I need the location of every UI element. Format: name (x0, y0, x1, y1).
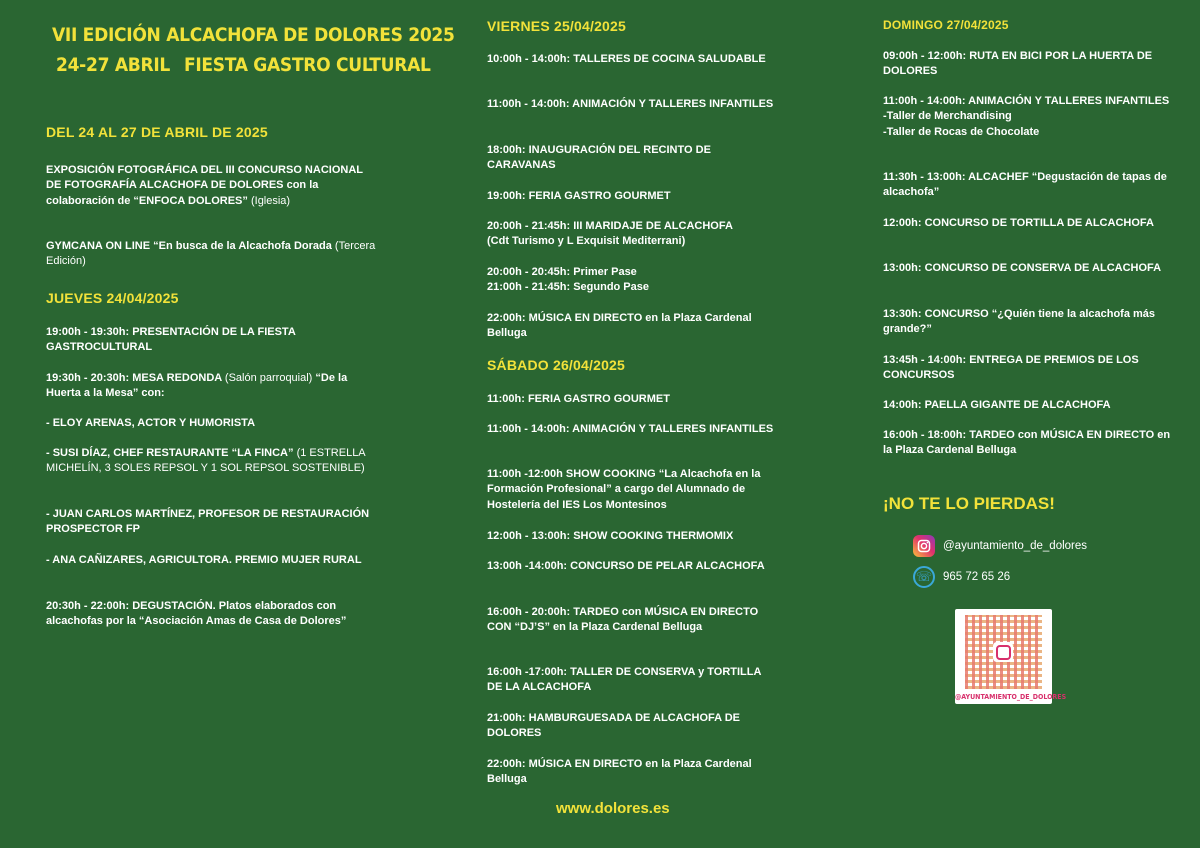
thursday-item: 19:00h - 19:30h: PRESENTACIÓN DE LA FIESTA GASTROCULTURAL (46, 326, 296, 354)
thursday-item: - JUAN CARLOS MARTÍNEZ, PROFESOR DE RESTAURACIÓN PROSPECTOR FP (46, 508, 370, 536)
title-subtitle: FIESTA GASTRO CULTURAL (183, 54, 431, 76)
sunday-item: 16:00h - 18:00h: TARDEO con MÚSICA EN DIRECTO en la Plaza Cardenal Belluga (883, 429, 1171, 457)
period-heading: DEL 24 AL 27 DE ABRIL DE 2025 (46, 124, 268, 140)
saturday-item: 16:00h - 20:00h: TARDEO con MÚSICA EN DIRECTO CON “DJ’S” en la Plaza Cardenal Belluga (487, 606, 759, 634)
friday-item: 20:00h - 21:45h: III MARIDAJE DE ALCACHOFA (487, 220, 733, 232)
qr-code[interactable] (955, 609, 1067, 704)
sunday-subitem: -Taller de Rocas de Chocolate (883, 125, 1040, 138)
thursday-heading: JUEVES 24/04/2025 (46, 290, 179, 306)
friday-heading: VIERNES 25/04/2025 (487, 18, 627, 34)
thursday-item: - ELOY ARENAS, ACTOR Y HUMORISTA (46, 417, 256, 429)
title-line-1: VII EDICIÓN ALCACHOFA DE DOLORES 2025 (52, 24, 455, 46)
friday-item-note: (Cdt Turismo y L Exquisit Mediterrani) (487, 235, 686, 248)
saturday-heading: SÁBADO 26/04/2025 (487, 357, 626, 373)
phone-contact[interactable] (913, 566, 1200, 588)
sunday-item: 13:45h - 14:00h: ENTREGA DE PREMIOS DE LOS CONCURSOS (883, 354, 1139, 382)
saturday-item: 11:00h - 14:00h: ANIMACIÓN Y TALLERES INFANTILES (487, 423, 774, 435)
sunday-item: 12:00h: CONCURSO DE TORTILLA DE ALCACHOFA (883, 217, 1154, 229)
call-to-action: ¡NO TE LO PIERDAS! (883, 494, 1055, 513)
expo-item: EXPOSICIÓN FOTOGRÁFICA DEL III CONCURSO NACIONAL DE FOTOGRAFÍA ALCACHOFA DE DOLORES con la colaboración de “ENFOCA DOLORES” (Iglesia) (46, 164, 363, 207)
saturday-item: 22:00h: MÚSICA EN DIRECTO en la Plaza Cardenal Belluga (487, 758, 752, 786)
friday-item: 11:00h - 14:00h: ANIMACIÓN Y TALLERES INFANTILES (487, 98, 774, 110)
sunday-item: 14:00h: PAELLA GIGANTE DE ALCACHOFA (883, 399, 1111, 411)
saturday-item: 13:00h -14:00h: CONCURSO DE PELAR ALCACHOFA (487, 560, 765, 572)
instagram-handle[interactable]: @ayuntamiento_de_dolores (943, 540, 1088, 552)
gymcana-item: GYMCANA ON LINE “En busca de la Alcachofa Dorada (Tercera Edición) (46, 240, 376, 268)
sunday-item: 11:00h - 14:00h: ANIMACIÓN Y TALLERES INFANTILES (883, 95, 1170, 107)
friday-item: 21:00h - 21:45h: Segundo Pase (487, 281, 649, 294)
friday-item: 22:00h: MÚSICA EN DIRECTO en la Plaza Cardenal Belluga (487, 312, 752, 340)
instagram-icon (913, 535, 935, 557)
thursday-item: 19:30h - 20:30h: MESA REDONDA (Salón parroquial) “De la Huerta a la Mesa” con: (46, 372, 348, 400)
website-link[interactable]: www.dolores.es (556, 800, 670, 817)
friday-item: 20:00h - 20:45h: Primer Pase (487, 266, 637, 278)
sunday-item: 11:30h - 13:00h: ALCACHEF “Degustación de tapas de alcachofa” (883, 171, 1167, 199)
sunday-item: 13:00h: CONCURSO DE CONSERVA DE ALCACHOFA (883, 262, 1162, 274)
friday-item: 10:00h - 14:00h: TALLERES DE COCINA SALUDABLE (487, 53, 766, 65)
title-line-2 (52, 50, 455, 80)
qr-label: @AYUNTAMIENTO_DE_DOLORES (955, 693, 1067, 701)
sunday-heading: DOMINGO 27/04/2025 (883, 18, 1009, 32)
saturday-item: 21:00h: HAMBURGUESADA DE ALCACHOFA DE DOLORES (487, 712, 741, 740)
phone-icon: ☏ (913, 566, 935, 588)
poster-title (52, 20, 455, 80)
friday-item: 19:00h: FERIA GASTRO GOURMET (487, 190, 671, 202)
instagram-icon (993, 642, 1013, 662)
title-dates: 24-27 ABRIL (56, 54, 170, 76)
phone-number[interactable]: 965 72 65 26 (943, 571, 1011, 583)
thursday-item: - SUSI DÍAZ, CHEF RESTAURANTE “LA FINCA” (1 ESTRELLA MICHELÍN, 3 SOLES REPSOL Y 1 SOL REPSOL SOSTENIBLE) (46, 447, 366, 475)
saturday-item: 11:00h: FERIA GASTRO GOURMET (487, 393, 670, 405)
sunday-subitem: -Taller de Merchandising (883, 110, 1012, 123)
saturday-item: 12:00h - 13:00h: SHOW COOKING THERMOMIX (487, 530, 734, 542)
saturday-item: 11:00h -12:00h SHOW COOKING “La Alcachofa en la Formación Profesional” a cargo del Alumnado de Hostelería del IES Los Montesinos (487, 468, 761, 511)
thursday-item: 20:30h - 22:00h: DEGUSTACIÓN. Platos elaborados con alcachofas por la “Asociación Amas de Casa de Dolores” (46, 600, 347, 628)
sunday-item: 13:30h: CONCURSO “¿Quién tiene la alcachofa más grande?” (883, 308, 1156, 336)
friday-item: 18:00h: INAUGURACIÓN DEL RECINTO DE CARAVANAS (487, 144, 711, 172)
thursday-item: - ANA CAÑIZARES, AGRICULTORA. PREMIO MUJER RURAL (46, 554, 362, 566)
saturday-item: 16:00h -17:00h: TALLER DE CONSERVA y TORTILLA DE LA ALCACHOFA (487, 666, 762, 694)
instagram-contact[interactable] (913, 535, 1200, 557)
sunday-item: 09:00h - 12:00h: RUTA EN BICI POR LA HUERTA DE DOLORES (883, 50, 1153, 78)
